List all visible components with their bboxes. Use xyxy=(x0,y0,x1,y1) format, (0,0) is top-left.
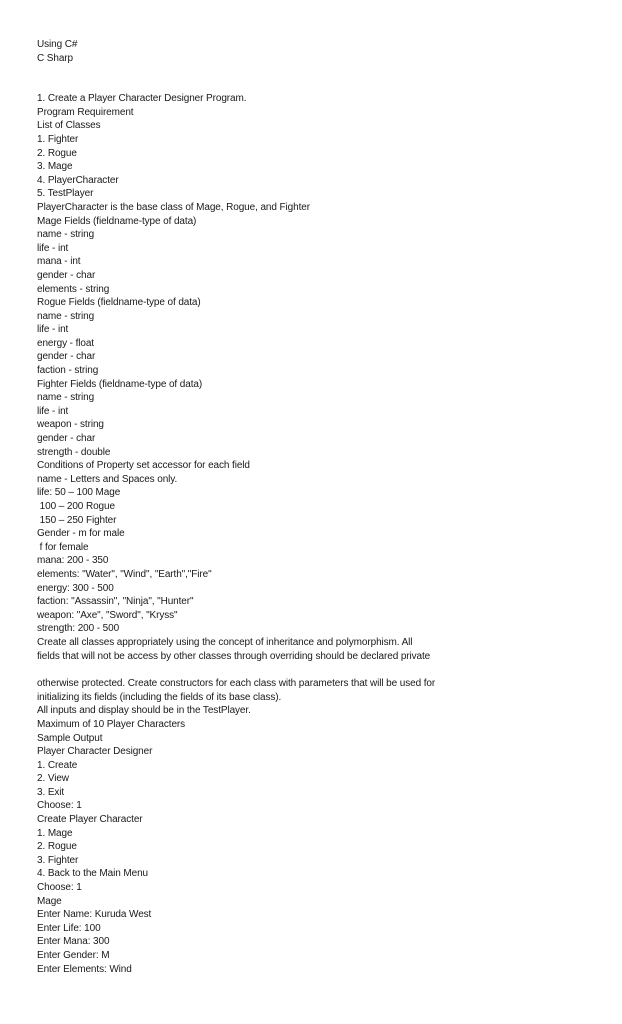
text-line: weapon - string xyxy=(37,419,104,431)
text-line: 4. Back to the Main Menu xyxy=(37,868,148,880)
text-line: 100 – 200 Rogue xyxy=(37,501,115,512)
text-line: faction - string xyxy=(37,365,99,377)
text-line: Program Requirement xyxy=(37,106,134,118)
text-line: Choose: 1 xyxy=(37,882,82,894)
text-line: Enter Gender: M xyxy=(37,950,110,961)
text-line: name - string xyxy=(37,392,95,404)
text-line: Enter Name: Kuruda West xyxy=(37,909,152,921)
text-line: faction: "Assassin", "Ninja", "Hunter" xyxy=(37,596,194,608)
text-line: List of Classes xyxy=(37,120,101,132)
text-line: Rogue Fields (fieldname-type of data) xyxy=(37,297,201,309)
text-line: 3. Mage xyxy=(37,161,73,173)
text-line: gender - char xyxy=(37,269,96,281)
text-line: Mage Fields (fieldname-type of data) xyxy=(37,215,197,227)
text-line: name - string xyxy=(37,310,95,322)
text-line: f for female xyxy=(37,541,89,553)
text-line: gender - char xyxy=(37,351,96,363)
text-line: Sample Output xyxy=(37,732,103,744)
text-line: otherwise protected. Create constructors for each class with parameters that will be used for xyxy=(37,678,436,690)
text-line: 1. Create a Player Character Designer Program. xyxy=(37,93,247,105)
text-line: 3. Fighter xyxy=(37,854,79,866)
text-line: energy: 300 - 500 xyxy=(37,582,114,594)
text-line: life - int xyxy=(37,324,69,336)
text-line: Maximum of 10 Player Characters xyxy=(37,718,186,730)
text-line: 5. TestPlayer xyxy=(37,188,94,200)
text-line: All inputs and display should be in the TestPlayer. xyxy=(37,705,251,717)
text-line: elements - string xyxy=(37,283,110,295)
spacer xyxy=(37,65,597,92)
text-line: C Sharp xyxy=(37,52,73,64)
text-line: Create all classes appropriately using the concept of inheritance and polymorphism. All xyxy=(37,636,413,648)
text-line: initializing its fields (including the fields of its base class). xyxy=(37,691,282,703)
text-line: Create Player Character xyxy=(37,814,143,826)
text-line: energy - float xyxy=(37,337,94,349)
text-line: Enter Elements: Wind xyxy=(37,963,132,975)
text-line: gender - char xyxy=(37,433,96,445)
text-line: weapon: "Axe", "Sword", "Kryss" xyxy=(37,609,178,621)
text-line: Using C# xyxy=(37,39,78,50)
text-line: elements: "Water", "Wind", "Earth","Fire" xyxy=(37,568,212,580)
text-line: 4. PlayerCharacter xyxy=(37,174,119,186)
text-line: 2. Rogue xyxy=(37,841,77,853)
header-block xyxy=(37,38,597,65)
text-line: Choose: 1 xyxy=(37,800,82,812)
text-line: mana - int xyxy=(37,256,81,268)
text-line: life - int xyxy=(37,405,69,417)
text-line: strength - double xyxy=(37,446,111,458)
text-line: Player Character Designer xyxy=(37,746,153,758)
text-line: Gender - m for male xyxy=(37,528,125,540)
text-line: 150 – 250 Fighter xyxy=(37,514,117,526)
text-line: 1. Fighter xyxy=(37,133,79,145)
text-line: fields that will not be access by other classes through overriding should be declared private xyxy=(37,650,431,662)
document-page xyxy=(37,38,597,976)
text-line: PlayerCharacter is the base class of Mage, Rogue, and Fighter xyxy=(37,201,310,213)
requirements-block xyxy=(37,92,597,663)
text-line: 3. Exit xyxy=(37,786,65,798)
text-line: life: 50 – 100 Mage xyxy=(37,487,121,499)
continuation-block xyxy=(37,677,597,976)
text-line: 2. View xyxy=(37,773,69,785)
spacer xyxy=(37,663,597,677)
text-line: 2. Rogue xyxy=(37,147,77,159)
text-line: Enter Life: 100 xyxy=(37,922,101,934)
text-line: Conditions of Property set accessor for each field xyxy=(37,460,250,472)
text-line: Mage xyxy=(37,895,62,907)
text-line: life - int xyxy=(37,242,69,254)
text-line: Enter Mana: 300 xyxy=(37,936,110,948)
text-line: Fighter Fields (fieldname-type of data) xyxy=(37,378,203,390)
text-line: name - string xyxy=(37,229,95,241)
text-line: 1. Create xyxy=(37,759,78,771)
text-line: strength: 200 - 500 xyxy=(37,623,120,635)
text-line: mana: 200 - 350 xyxy=(37,555,109,567)
text-line: name - Letters and Spaces only. xyxy=(37,473,178,485)
text-line: 1. Mage xyxy=(37,827,73,839)
